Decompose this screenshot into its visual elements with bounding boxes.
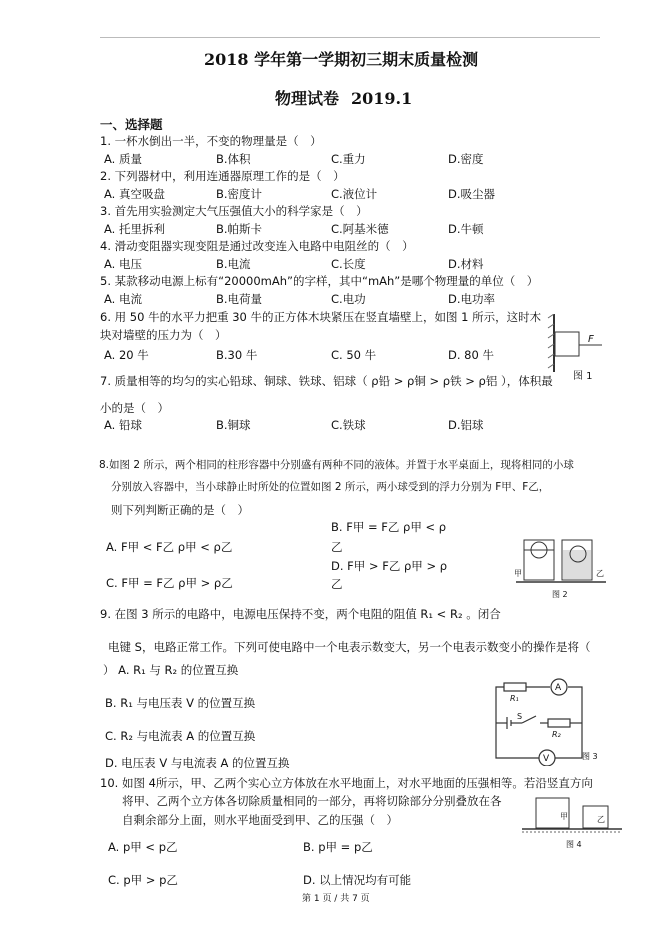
question-8-cont: 分别放入容器中，当小球静止时所处的位置如图 2 所示，两小球受到的浮力分别为 F甲、F乙， (111, 481, 550, 493)
section-heading: 一、选择题 (100, 117, 163, 132)
top-rule (100, 37, 600, 38)
r2-label: R₂ (552, 730, 561, 739)
cube-jia-label: 甲 (560, 812, 568, 821)
question-8-cont2: 则下列判断正确的是（ ） (111, 503, 249, 517)
q6-option-a: A. 20 牛 (104, 348, 149, 362)
q3-option-d: D.牛顿 (448, 222, 484, 236)
page-title: 2018 学年第一学期初三期末质量检测 (204, 50, 479, 69)
q8-option-b-cont: 乙 (331, 540, 343, 554)
container-jia-label: 甲 (514, 569, 522, 578)
q8-option-b: B. F甲 = F乙 ρ甲 < ρ (331, 520, 447, 534)
q6-option-d: D. 80 牛 (448, 348, 494, 362)
question-1: 1. 一杯水倒出一半，不变的物理量是（ ） (100, 134, 322, 148)
q2-option-b: B.密度计 (216, 187, 263, 201)
question-6-cont: 块对墙壁的压力为（ ） (100, 328, 227, 342)
question-7-cont: 小的是（ ） (100, 401, 169, 415)
q9-option-c: C. R₂ 与电流表 A 的位置互换 (105, 729, 256, 743)
figure-4-caption: 图 4 (566, 840, 582, 849)
q9-option-a: ） A. R₁ 与 R₂ 的位置互换 (103, 663, 239, 677)
q1-option-b: B.体积 (216, 152, 251, 166)
q2-option-a: A. 真空吸盘 (104, 187, 165, 201)
q7-option-b: B.铜球 (216, 418, 251, 432)
switch-label: S (517, 712, 523, 721)
q5-option-c: C.电功 (331, 292, 366, 306)
q5-option-d: D.电功率 (448, 292, 496, 306)
ammeter-label: A (555, 683, 562, 693)
q4-option-c: C.长度 (331, 257, 366, 271)
q4-option-a: A. 电压 (104, 257, 142, 271)
q10-option-d: D. 以上情况均有可能 (303, 873, 412, 887)
question-9: 9. 在图 3 所示的电路中，电源电压保持不变，两个电阻的阻值 R₁ < R₂ 。闭合 (100, 607, 501, 621)
question-10-cont2: 自剩余部分上面，则水平地面受到甲、乙的压强（ ） (122, 813, 398, 827)
figure-3-caption: 图 3 (582, 752, 598, 761)
q8-option-c: C. F甲 = F乙 ρ甲 > ρ乙 (106, 576, 233, 590)
question-4: 4. 滑动变阻器实现变阻是通过改变连入电路中电阻丝的（ ） (100, 239, 414, 253)
container-yi-label: 乙 (596, 569, 604, 578)
q2-option-c: C.液位计 (331, 187, 378, 201)
q10-option-a: A. p甲 < p乙 (108, 840, 178, 854)
q6-option-b: B.30 牛 (216, 348, 258, 362)
q9-option-b: B. R₁ 与电压表 V 的位置互换 (105, 696, 256, 710)
q6-option-c: C. 50 牛 (331, 348, 377, 362)
q9-option-d: D. 电压表 V 与电流表 A 的位置互换 (105, 756, 290, 770)
q10-option-c: C. p甲 > p乙 (108, 873, 178, 887)
q7-option-c: C.铁球 (331, 418, 366, 432)
figure-4-cubes (520, 796, 624, 836)
question-5: 5. 某款移动电源上标有“20000mAh”的字样，其中“mAh”是哪个物理量的单位（ ） (100, 274, 539, 288)
q8-option-a: A. F甲 < F乙 ρ甲 < ρ乙 (106, 540, 233, 554)
q3-option-a: A. 托里拆利 (104, 222, 165, 236)
question-6: 6. 用 50 牛的水平力把重 30 牛的正方体木块紧压在竖直墙壁上，如图 1 所示，这时木 (100, 310, 542, 324)
force-label: F (588, 334, 594, 345)
q8-option-d-cont: 乙 (331, 577, 343, 591)
q1-option-a: A. 质量 (104, 152, 142, 166)
q3-option-b: B.帕斯卡 (216, 222, 263, 236)
voltmeter-label: V (543, 754, 550, 764)
q7-option-d: D.铝球 (448, 418, 484, 432)
page-footer: 第 1 页 / 共 7 页 (302, 894, 370, 904)
q1-option-d: D.密度 (448, 152, 484, 166)
q1-option-c: C.重力 (331, 152, 366, 166)
question-10: 10. 如图 4所示，甲、乙两个实心立方体放在水平地面上，对水平地面的压强相等。若沿竖直方向 (100, 776, 593, 790)
q5-option-b: B.电荷量 (216, 292, 263, 306)
q10-option-b: B. p甲 = p乙 (303, 840, 373, 854)
question-7: 7. 质量相等的均匀的实心铅球、铜球、铁球、铝球（ ρ铅 > ρ铜 > ρ铁 > ρ铝 ），体积最 (100, 374, 553, 388)
question-3: 3. 首先用实验测定大气压强值大小的科学家是（ ） (100, 204, 368, 218)
q4-option-b: B.电流 (216, 257, 251, 271)
figure-2-containers (512, 538, 608, 590)
question-8: 8.如图 2 所示，两个相同的柱形容器中分别盛有两种不同的液体。并置于水平桌面上，现将相同的小球 (99, 459, 574, 471)
q8-option-d: D. F甲 > F乙 ρ甲 > ρ (331, 559, 448, 573)
q3-option-c: C.阿基米德 (331, 222, 389, 236)
q4-option-d: D.材料 (448, 257, 484, 271)
q7-option-a: A. 铅球 (104, 418, 142, 432)
question-2: 2. 下列器材中，利用连通器原理工作的是（ ） (100, 169, 345, 183)
q2-option-d: D.吸尘器 (448, 187, 496, 201)
r1-label: R₁ (510, 694, 519, 703)
figure-2-caption: 图 2 (552, 590, 568, 599)
exam-date: 2019.1 (351, 89, 413, 108)
figure-1-caption: 图 1 (573, 371, 593, 382)
page-subtitle: 物理试卷 (275, 89, 340, 108)
question-10-cont: 将甲、乙两个立方体各切除质量相同的一部分，再将切除部分分别叠放在各 (122, 794, 502, 808)
cube-yi-label: 乙 (597, 815, 605, 824)
q5-option-a: A. 电流 (104, 292, 142, 306)
question-9-cont: 电键 S，电路正常工作。下列可使电路中一个电表示数变大，另一个电表示数变小的操作是将（ (108, 640, 591, 654)
